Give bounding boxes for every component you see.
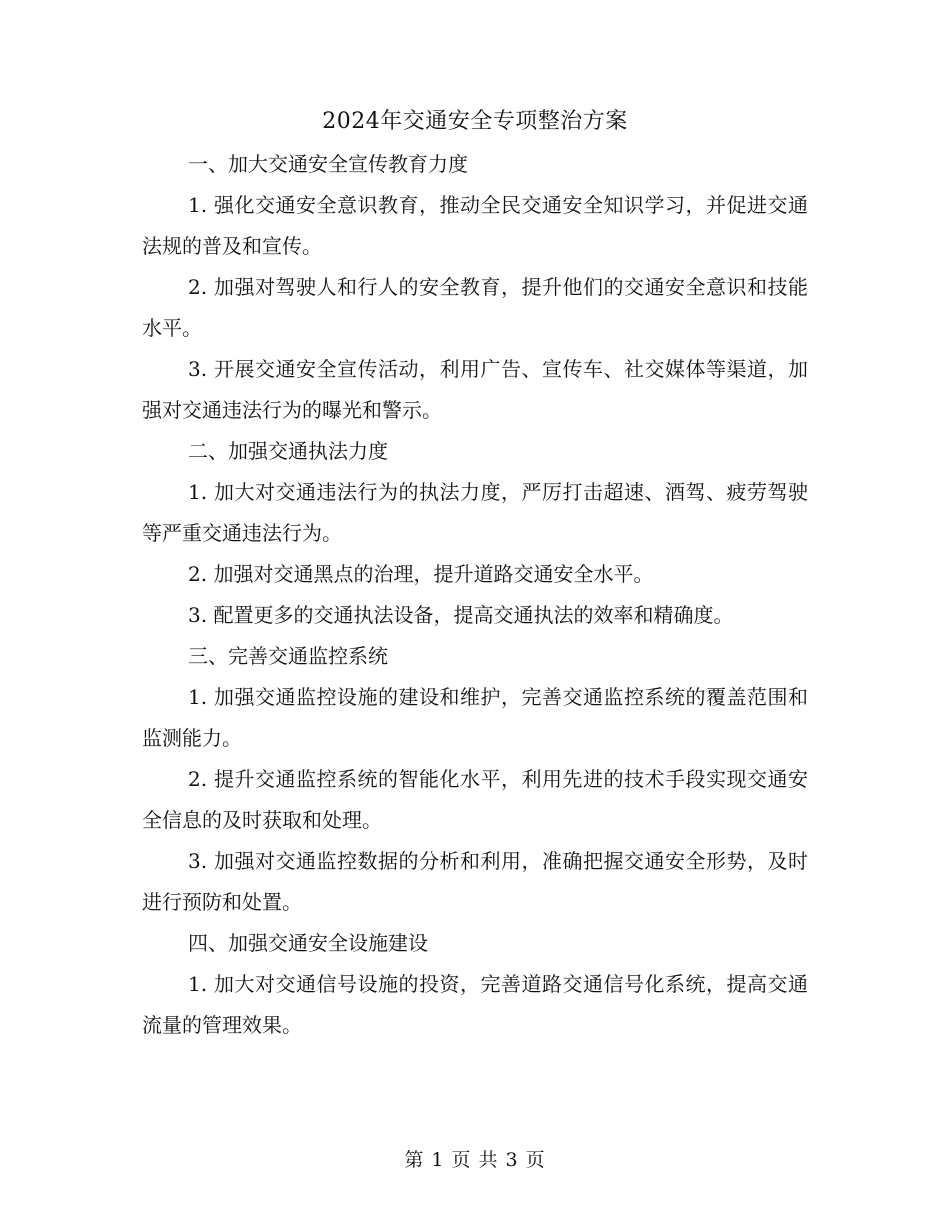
document-body xyxy=(142,100,808,1046)
list-item: 1. 加大对交通违法行为的执法力度，严厉打击超速、酒驾、疲劳驾驶等严重交通违法行为。 xyxy=(142,480,808,545)
section-heading: 四、加强交通安全设施建设 xyxy=(188,931,428,955)
section-publicity-education xyxy=(142,144,808,431)
list-item: 2. 提升交通监控系统的智能化水平，利用先进的技术手段实现交通安全信息的及时获取和处理。 xyxy=(142,767,808,832)
list-item: 3. 加强对交通监控数据的分析和利用，准确把握交通安全形势，及时进行预防和处置。 xyxy=(142,849,808,914)
list-item: 1. 强化交通安全意识教育，推动全民交通安全知识学习，并促进交通法规的普及和宣传。 xyxy=(142,193,808,258)
list-item: 3. 配置更多的交通执法设备，提高交通执法的效率和精确度。 xyxy=(188,603,734,627)
section-heading: 二、加强交通执法力度 xyxy=(188,439,388,463)
page-number-footer: 第 1 页 共 3 页 xyxy=(404,1149,546,1171)
list-item: 1. 加大对交通信号设施的投资，完善道路交通信号化系统，提高交通流量的管理效果。 xyxy=(142,972,808,1037)
section-safety-facilities xyxy=(142,923,808,1046)
document-title: 2024年交通安全专项整治方案 xyxy=(322,109,628,134)
list-item: 1. 加强交通监控设施的建设和维护，完善交通监控系统的覆盖范围和监测能力。 xyxy=(142,685,808,750)
list-item: 2. 加强对驾驶人和行人的安全教育，提升他们的交通安全意识和技能水平。 xyxy=(142,275,808,340)
section-law-enforcement xyxy=(142,431,808,636)
section-heading: 三、完善交通监控系统 xyxy=(188,644,388,668)
list-item: 2. 加强对交通黑点的治理，提升道路交通安全水平。 xyxy=(188,562,654,586)
section-monitoring-system xyxy=(142,636,808,923)
list-item: 3. 开展交通安全宣传活动，利用广告、宣传车、社交媒体等渠道，加强对交通违法行为的曝光和警示。 xyxy=(142,357,808,422)
section-heading: 一、加大交通安全宣传教育力度 xyxy=(188,152,468,176)
